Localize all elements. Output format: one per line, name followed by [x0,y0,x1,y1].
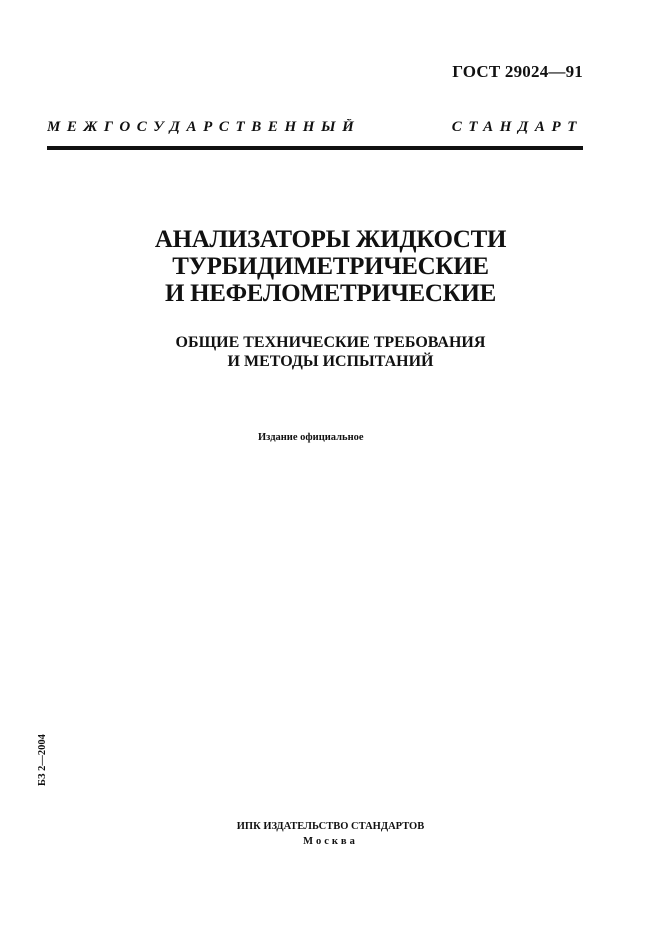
document-title [0,226,661,307]
document-subtitle [0,333,661,371]
subtitle-line: И МЕТОДЫ ИСПЫТАНИЙ [227,353,434,370]
header-divider [47,146,583,150]
publisher-city: Москва [303,836,358,847]
publisher-block [0,819,661,849]
title-line: И НЕФЕЛОМЕТРИЧЕСКИЕ [165,280,496,307]
standard-number: ГОСТ 29024—91 [452,62,583,81]
side-catalog-code: БЗ 2—2004 [37,734,48,786]
edition-label: Издание официальное [258,432,364,443]
title-line: АНАЛИЗАТОРЫ ЖИДКОСТИ [154,226,507,253]
title-line: ТУРБИДИМЕТРИЧЕСКИЕ [172,253,489,280]
standard-type-heading: МЕЖГОСУДАРСТВЕННЫЙ СТАНДАРТ [47,119,583,135]
subtitle-line: ОБЩИЕ ТЕХНИЧЕСКИЕ ТРЕБОВАНИЯ [175,334,486,351]
publisher-name: ИПК ИЗДАТЕЛЬСТВО СТАНДАРТОВ [236,821,425,832]
